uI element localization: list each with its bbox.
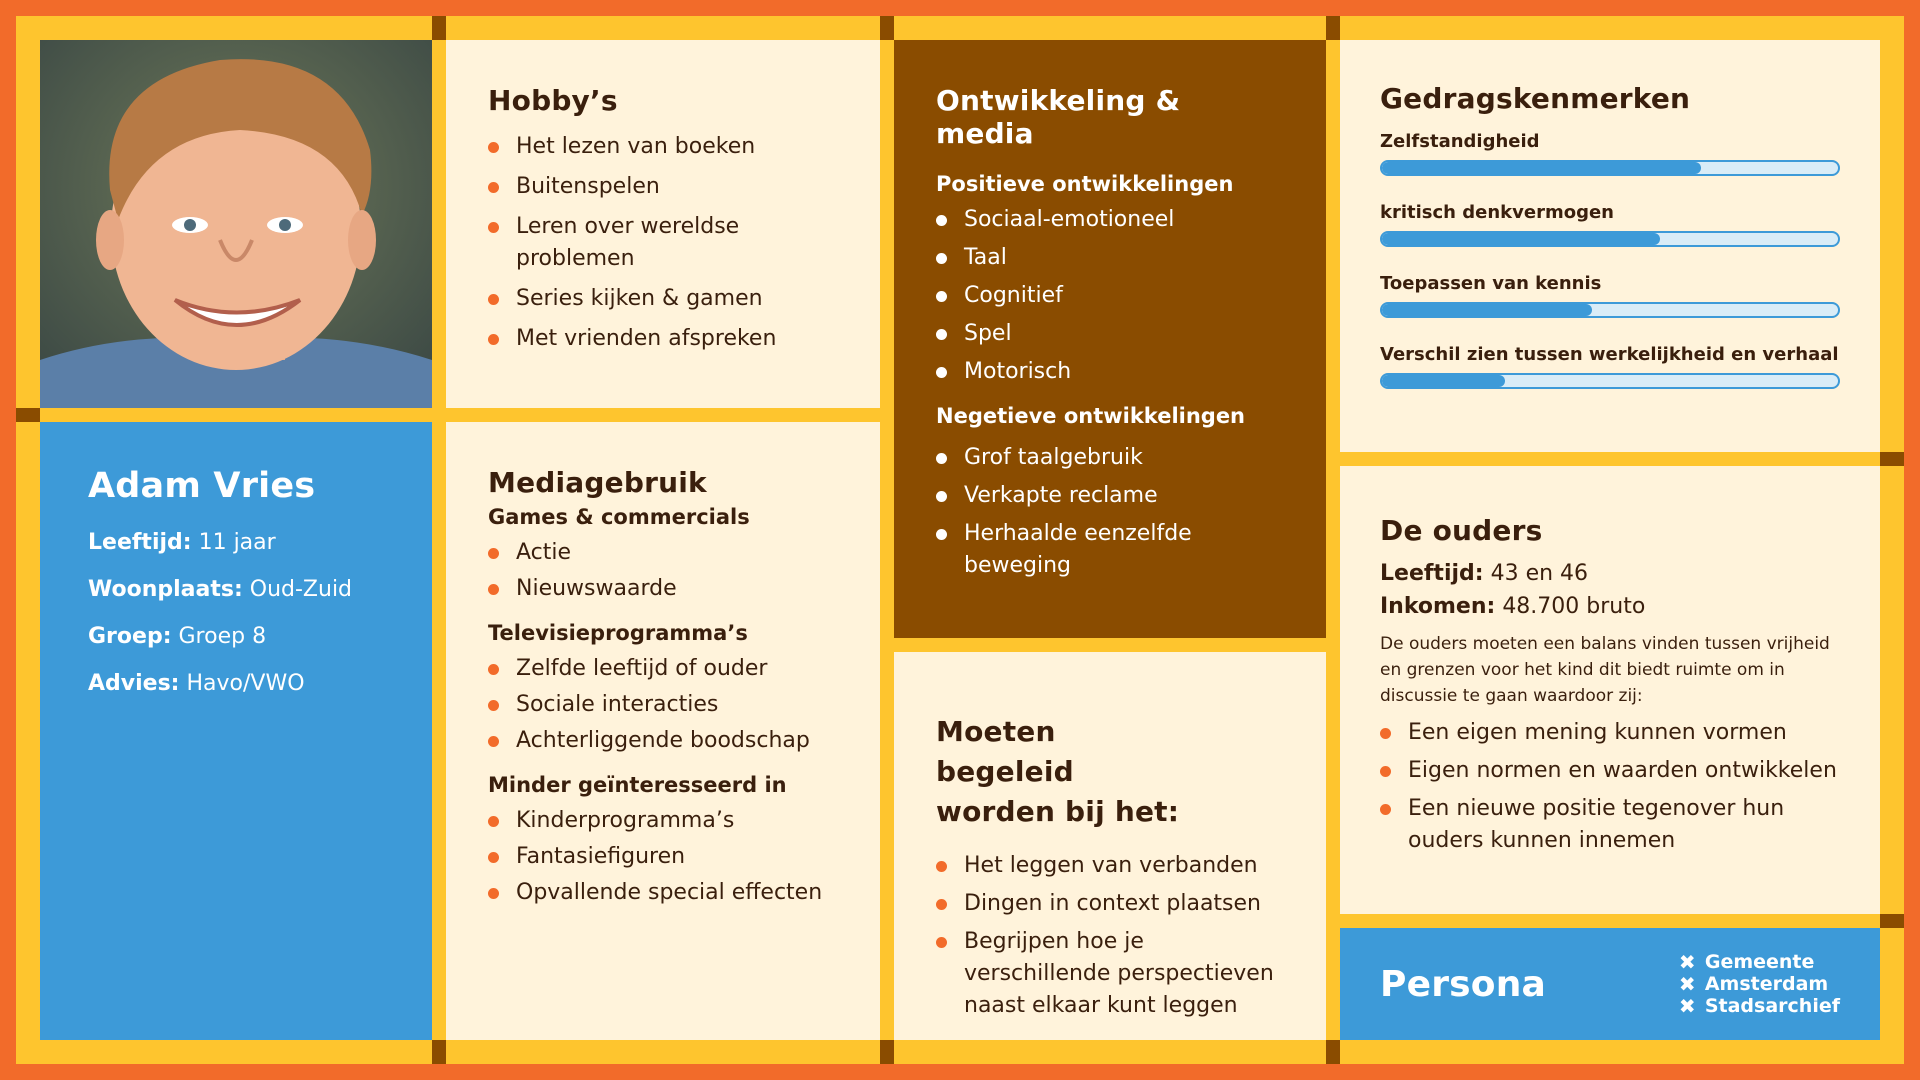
list-item: Begrijpen hoe je verschillende perspectieven naast elkaar kunt leggen [936, 926, 1284, 1022]
list-item: Herhaalde eenzelfde beweging [936, 518, 1284, 582]
frame-notch [1880, 914, 1904, 928]
gemeente-logo [1679, 951, 1840, 1017]
list-item: Taal [936, 242, 1284, 274]
profile-advice-value: Havo/VWO [186, 671, 305, 696]
list-item: Verkapte reclame [936, 480, 1284, 512]
frame-notch [1326, 1040, 1340, 1064]
parents-description: De ouders moeten een balans vinden tussen vrijheid en grenzen voor het kind dit biedt ruimte om in discussie te gaan waardoor zij: [1380, 634, 1830, 706]
list-item: Grof taalgebruik [936, 442, 1284, 474]
list-item: Een nieuwe positie tegenover hun ouders kunnen innemen [1380, 793, 1840, 857]
logo-line [1679, 951, 1840, 973]
persona-name: Adam Vries [88, 466, 316, 506]
media-list-less [488, 805, 838, 909]
list-item: Leren over wereldse problemen [488, 211, 838, 275]
bar-label: Zelfstandigheid [1380, 131, 1540, 152]
cross-icon: ✖ [1678, 994, 1696, 1018]
bar-label: Verschil zien tussen werkelijkheid en verhaal [1380, 344, 1839, 365]
positive-heading: Positieve ontwikkelingen [936, 172, 1234, 196]
parents-age-value: 43 en 46 [1490, 561, 1589, 586]
frame-notch [432, 1040, 446, 1064]
profile-residence-label: Woonplaats: [88, 577, 243, 602]
list-item: Met vrienden afspreken [488, 323, 838, 355]
list-item: Actie [488, 537, 838, 569]
parents-age-label: Leeftijd: [1380, 561, 1484, 586]
persona-photo [40, 40, 432, 408]
media-title: Mediagebruik [488, 466, 707, 499]
parents-age [1380, 561, 1840, 586]
behavior-title: Gedragskenmerken [1380, 82, 1691, 115]
bar-label: Toepassen van kennis [1380, 273, 1602, 294]
logo-line [1679, 995, 1840, 1017]
behavior-item [1380, 131, 1840, 176]
frame-notch [1880, 452, 1904, 466]
list-item: Series kijken & gamen [488, 283, 838, 315]
list-item: Eigen normen en waarden ontwikkelen [1380, 755, 1840, 787]
profile-residence [88, 577, 384, 602]
persona-footer [1340, 928, 1880, 1040]
list-item: Een eigen mening kunnen vormen [1380, 717, 1840, 749]
persona-board [16, 16, 1904, 1064]
frame-notch [16, 408, 40, 422]
list-item: Dingen in context plaatsen [936, 888, 1284, 920]
media-section-heading: Minder geïnteresseerd in [488, 773, 787, 797]
parents-income-label: Inkomen: [1380, 594, 1496, 619]
logo-text: Stadsarchief [1704, 995, 1840, 1017]
media-list-tv [488, 653, 838, 757]
list-item: Cognitief [936, 280, 1284, 312]
media-panel [446, 422, 880, 1040]
parents-title: De ouders [1380, 514, 1543, 547]
hobbies-list [488, 131, 838, 355]
bar-track [1380, 373, 1840, 389]
development-panel [894, 40, 1326, 638]
media-section-heading: Games & commercials [488, 505, 750, 529]
bar-label: kritisch denkvermogen [1380, 202, 1614, 223]
profile-group-label: Groep: [88, 624, 172, 649]
hobbies-title: Hobby’s [488, 84, 618, 117]
profile-group-value: Groep 8 [178, 624, 267, 649]
behavior-panel [1340, 40, 1880, 452]
list-item: Het lezen van boeken [488, 131, 838, 163]
bar-fill [1382, 162, 1701, 174]
parents-panel [1340, 466, 1880, 914]
list-item: Achterliggende boodschap [488, 725, 838, 757]
bar-fill [1382, 233, 1660, 245]
cross-icon: ✖ [1678, 972, 1696, 996]
list-item: Kinderprogramma’s [488, 805, 838, 837]
profile-advice [88, 671, 384, 696]
frame-notch [880, 1040, 894, 1064]
list-item: Het leggen van verbanden [936, 850, 1284, 882]
negative-heading: Negetieve ontwikkelingen [936, 404, 1246, 428]
media-section-heading: Televisieprogramma’s [488, 621, 748, 645]
logo-text: Amsterdam [1704, 973, 1829, 995]
behavior-bars [1380, 131, 1840, 389]
list-item: Fantasiefiguren [488, 841, 838, 873]
bar-track [1380, 160, 1840, 176]
guidance-panel [894, 652, 1326, 1040]
profile-panel [40, 422, 432, 1040]
profile-age [88, 530, 384, 555]
list-item: Sociaal-emotioneel [936, 204, 1284, 236]
negative-list [936, 442, 1284, 582]
frame-notch [880, 16, 894, 40]
bar-fill [1382, 304, 1592, 316]
list-item: Opvallende special effecten [488, 877, 838, 909]
guidance-title: Moeten begeleid worden bij het: [936, 715, 1180, 828]
profile-advice-label: Advies: [88, 671, 180, 696]
profile-residence-value: Oud-Zuid [249, 577, 353, 602]
list-item: Buitenspelen [488, 171, 838, 203]
list-item: Nieuwswaarde [488, 573, 838, 605]
list-item: Motorisch [936, 356, 1284, 388]
media-list-games [488, 537, 838, 605]
list-item: Zelfde leeftijd of ouder [488, 653, 838, 685]
bar-fill [1382, 375, 1505, 387]
profile-age-value: 11 jaar [198, 530, 276, 555]
guidance-list [936, 850, 1284, 1022]
hobbies-panel [446, 40, 880, 408]
persona-label: Persona [1380, 963, 1547, 1005]
development-title: Ontwikkeling & media [936, 84, 1181, 150]
parents-income-value: 48.700 bruto [1502, 594, 1646, 619]
bar-track [1380, 302, 1840, 318]
bar-track [1380, 231, 1840, 247]
profile-group [88, 624, 384, 649]
list-item: Spel [936, 318, 1284, 350]
profile-age-label: Leeftijd: [88, 530, 192, 555]
list-item: Sociale interacties [488, 689, 838, 721]
parents-income [1380, 594, 1840, 619]
positive-list [936, 204, 1284, 388]
behavior-item [1380, 344, 1840, 389]
frame-notch [432, 16, 446, 40]
behavior-item [1380, 202, 1840, 247]
logo-line [1679, 973, 1840, 995]
logo-text: Gemeente [1704, 951, 1815, 973]
parents-list [1380, 717, 1840, 857]
frame-notch [1326, 16, 1340, 40]
behavior-item [1380, 273, 1840, 318]
cross-icon: ✖ [1678, 950, 1696, 974]
avatar [40, 40, 432, 408]
